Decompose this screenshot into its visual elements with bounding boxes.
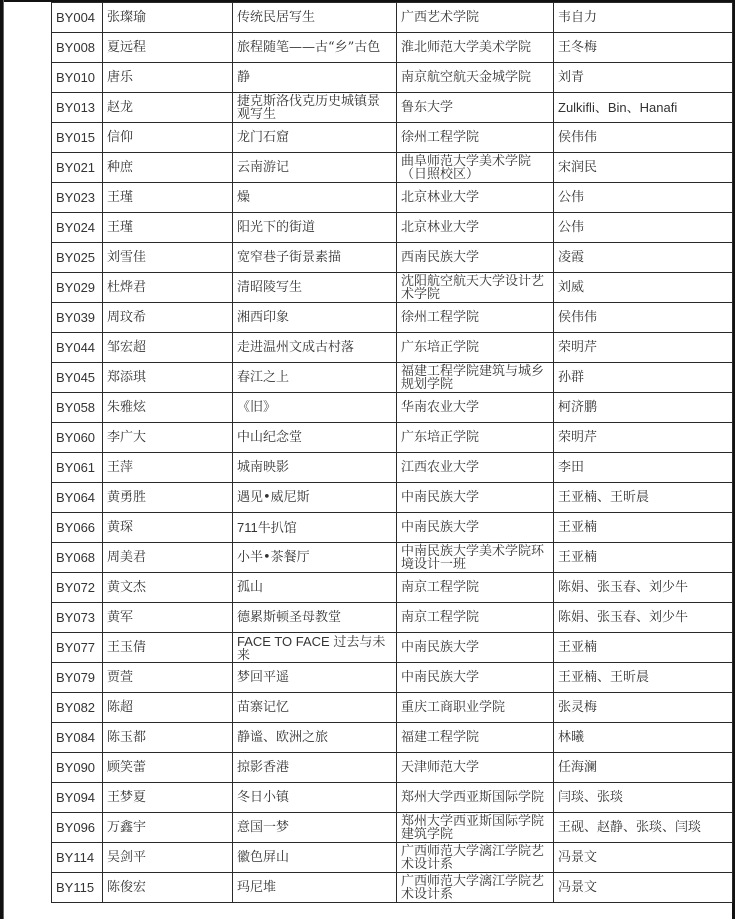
advisor-cell: 韦自力 [554, 3, 733, 33]
advisor-cell: 侯伟伟 [554, 303, 733, 333]
entry-id-cell: BY082 [52, 693, 103, 723]
title-cell: 《旧》 [233, 393, 397, 423]
table-row [52, 153, 733, 183]
entry-id-cell: BY013 [52, 93, 103, 123]
title-cell: 清昭陵写生 [233, 273, 397, 303]
title-cell: 徽色屏山 [233, 843, 397, 873]
entry-id-cell: BY058 [52, 393, 103, 423]
author-cell: 赵龙 [103, 93, 233, 123]
author-cell: 郑添琪 [103, 363, 233, 393]
entry-id-cell: BY029 [52, 273, 103, 303]
title-cell: 湘西印象 [233, 303, 397, 333]
entry-id-cell: BY044 [52, 333, 103, 363]
school-cell: 江西农业大学 [397, 453, 554, 483]
school-cell: 鲁东大学 [397, 93, 554, 123]
entry-id-cell: BY079 [52, 663, 103, 693]
table-row [52, 573, 733, 603]
table-row [52, 303, 733, 333]
title-cell: 静 [233, 63, 397, 93]
school-cell: 天津师范大学 [397, 753, 554, 783]
advisor-cell: 陈娟、张玉春、刘少牛 [554, 573, 733, 603]
school-cell: 中南民族大学美术学院环境设计一班 [397, 543, 554, 573]
table-row [52, 543, 733, 573]
advisor-cell: 王冬梅 [554, 33, 733, 63]
entry-id-cell: BY066 [52, 513, 103, 543]
advisor-cell: 侯伟伟 [554, 123, 733, 153]
table-row [52, 333, 733, 363]
school-cell: 沈阳航空航天大学设计艺术学院 [397, 273, 554, 303]
table-row [52, 33, 733, 63]
advisor-cell: 李田 [554, 453, 733, 483]
advisor-cell: 林曦 [554, 723, 733, 753]
school-cell: 淮北师范大学美术学院 [397, 33, 554, 63]
school-cell: 南京工程学院 [397, 573, 554, 603]
table-row [52, 393, 733, 423]
author-cell: 周玟希 [103, 303, 233, 333]
title-cell: 城南映影 [233, 453, 397, 483]
advisor-cell: 闫琰、张琰 [554, 783, 733, 813]
author-cell: 陈玉都 [103, 723, 233, 753]
entries-table-body [52, 3, 733, 903]
entry-id-cell: BY084 [52, 723, 103, 753]
school-cell: 中南民族大学 [397, 483, 554, 513]
advisor-cell: 柯济鹏 [554, 393, 733, 423]
school-cell: 福建工程学院建筑与城乡规划学院 [397, 363, 554, 393]
table-row [52, 423, 733, 453]
title-cell: FACE TO FACE 过去与未来 [233, 633, 397, 663]
entry-id-cell: BY094 [52, 783, 103, 813]
title-cell: 冬日小镇 [233, 783, 397, 813]
school-cell: 中南民族大学 [397, 633, 554, 663]
title-cell: 龙门石窟 [233, 123, 397, 153]
title-cell: 走进温州文成古村落 [233, 333, 397, 363]
school-cell: 郑州大学西亚斯国际学院建筑学院 [397, 813, 554, 843]
advisor-cell: 凌霞 [554, 243, 733, 273]
table-row [52, 273, 733, 303]
school-cell: 广西艺术学院 [397, 3, 554, 33]
entry-id-cell: BY015 [52, 123, 103, 153]
author-cell: 王萍 [103, 453, 233, 483]
author-cell: 王瑾 [103, 183, 233, 213]
advisor-cell: 王亚楠 [554, 633, 733, 663]
author-cell: 信仰 [103, 123, 233, 153]
title-cell: 旅程随笔——古“乡”古色 [233, 33, 397, 63]
school-cell: 西南民族大学 [397, 243, 554, 273]
school-cell: 广西师范大学漓江学院艺术设计系 [397, 843, 554, 873]
school-cell: 广西师范大学漓江学院艺术设计系 [397, 873, 554, 903]
title-cell: 掠影香港 [233, 753, 397, 783]
school-cell: 福建工程学院 [397, 723, 554, 753]
author-cell: 种庶 [103, 153, 233, 183]
author-cell: 黄勇胜 [103, 483, 233, 513]
entry-id-cell: BY115 [52, 873, 103, 903]
entry-id-cell: BY077 [52, 633, 103, 663]
advisor-cell: 王亚楠 [554, 513, 733, 543]
title-cell: 梦回平遥 [233, 663, 397, 693]
advisor-cell: 冯景文 [554, 843, 733, 873]
title-cell: 静谧、欧洲之旅 [233, 723, 397, 753]
author-cell: 王瑾 [103, 213, 233, 243]
title-cell: 阳光下的街道 [233, 213, 397, 243]
advisor-cell: 公伟 [554, 183, 733, 213]
entry-id-cell: BY004 [52, 3, 103, 33]
title-cell: 玛尼堆 [233, 873, 397, 903]
advisor-cell: 王砚、赵静、张琰、闫琰 [554, 813, 733, 843]
title-cell: 春江之上 [233, 363, 397, 393]
author-cell: 黄文杰 [103, 573, 233, 603]
entry-id-cell: BY072 [52, 573, 103, 603]
entry-id-cell: BY010 [52, 63, 103, 93]
school-cell: 徐州工程学院 [397, 303, 554, 333]
advisor-cell: 公伟 [554, 213, 733, 243]
table-row [52, 63, 733, 93]
entry-id-cell: BY073 [52, 603, 103, 633]
advisor-cell: 冯景文 [554, 873, 733, 903]
advisor-cell: 张灵梅 [554, 693, 733, 723]
table-row [52, 363, 733, 393]
title-cell: 捷克斯洛伐克历史城镇景观写生 [233, 93, 397, 123]
school-cell: 中南民族大学 [397, 513, 554, 543]
author-cell: 万鑫宇 [103, 813, 233, 843]
table-row [52, 753, 733, 783]
advisor-cell: 宋润民 [554, 153, 733, 183]
table-row [52, 873, 733, 903]
table-row [52, 723, 733, 753]
title-cell: 苗寨记忆 [233, 693, 397, 723]
table-row [52, 243, 733, 273]
table-row [52, 183, 733, 213]
title-cell: 传统民居写生 [233, 3, 397, 33]
author-cell: 陈俊宏 [103, 873, 233, 903]
entry-id-cell: BY114 [52, 843, 103, 873]
school-cell: 南京工程学院 [397, 603, 554, 633]
author-cell: 唐乐 [103, 63, 233, 93]
school-cell: 广东培正学院 [397, 423, 554, 453]
table-row [52, 663, 733, 693]
entry-id-cell: BY068 [52, 543, 103, 573]
school-cell: 广东培正学院 [397, 333, 554, 363]
page-inner-border [3, 0, 4, 919]
title-cell: 宽窄巷子街景素描 [233, 243, 397, 273]
title-cell: 711牛扒馆 [233, 513, 397, 543]
author-cell: 张璨瑜 [103, 3, 233, 33]
table-row [52, 483, 733, 513]
entry-id-cell: BY045 [52, 363, 103, 393]
author-cell: 黄军 [103, 603, 233, 633]
school-cell: 重庆工商职业学院 [397, 693, 554, 723]
title-cell: 小半•茶餐厅 [233, 543, 397, 573]
school-cell: 曲阜师范大学美术学院（日照校区） [397, 153, 554, 183]
table-row [52, 453, 733, 483]
author-cell: 陈超 [103, 693, 233, 723]
author-cell: 顾笑蕾 [103, 753, 233, 783]
title-cell: 德累斯顿圣母教堂 [233, 603, 397, 633]
author-cell: 吴剑平 [103, 843, 233, 873]
title-cell: 燥 [233, 183, 397, 213]
entry-id-cell: BY096 [52, 813, 103, 843]
entry-id-cell: BY025 [52, 243, 103, 273]
school-cell: 北京林业大学 [397, 183, 554, 213]
entry-id-cell: BY061 [52, 453, 103, 483]
author-cell: 王玉倩 [103, 633, 233, 663]
entry-id-cell: BY039 [52, 303, 103, 333]
title-cell: 云南游记 [233, 153, 397, 183]
advisor-cell: 荣明芹 [554, 333, 733, 363]
advisor-cell: 刘威 [554, 273, 733, 303]
advisor-cell: 王亚楠 [554, 543, 733, 573]
table-row [52, 843, 733, 873]
entries-table [51, 2, 733, 903]
table-row [52, 783, 733, 813]
table-row [52, 813, 733, 843]
school-cell: 中南民族大学 [397, 663, 554, 693]
advisor-cell: 陈娟、张玉春、刘少牛 [554, 603, 733, 633]
author-cell: 杜烨君 [103, 273, 233, 303]
table-row [52, 603, 733, 633]
table-row [52, 3, 733, 33]
title-cell: 孤山 [233, 573, 397, 603]
advisor-cell: 王亚楠、王昕晨 [554, 663, 733, 693]
school-cell: 郑州大学西亚斯国际学院 [397, 783, 554, 813]
author-cell: 黄琛 [103, 513, 233, 543]
advisor-cell: 荣明芹 [554, 423, 733, 453]
author-cell: 贾萱 [103, 663, 233, 693]
title-cell: 中山纪念堂 [233, 423, 397, 453]
author-cell: 朱雅炫 [103, 393, 233, 423]
table-row [52, 123, 733, 153]
table-row [52, 213, 733, 243]
table-row [52, 633, 733, 663]
author-cell: 邹宏超 [103, 333, 233, 363]
school-cell: 徐州工程学院 [397, 123, 554, 153]
title-cell: 遇见•威尼斯 [233, 483, 397, 513]
advisor-cell: 刘青 [554, 63, 733, 93]
advisor-cell: 孙群 [554, 363, 733, 393]
entry-id-cell: BY008 [52, 33, 103, 63]
advisor-cell: 任海澜 [554, 753, 733, 783]
advisor-cell: Zulkifli、Bin、Hanafi [554, 93, 733, 123]
author-cell: 刘雪佳 [103, 243, 233, 273]
author-cell: 王梦夏 [103, 783, 233, 813]
entry-id-cell: BY021 [52, 153, 103, 183]
school-cell: 北京林业大学 [397, 213, 554, 243]
table-row [52, 93, 733, 123]
entry-id-cell: BY024 [52, 213, 103, 243]
school-cell: 华南农业大学 [397, 393, 554, 423]
entry-id-cell: BY023 [52, 183, 103, 213]
entry-id-cell: BY064 [52, 483, 103, 513]
entry-id-cell: BY090 [52, 753, 103, 783]
author-cell: 夏远程 [103, 33, 233, 63]
school-cell: 南京航空航天金城学院 [397, 63, 554, 93]
author-cell: 周美君 [103, 543, 233, 573]
table-row [52, 693, 733, 723]
entry-id-cell: BY060 [52, 423, 103, 453]
title-cell: 意国一梦 [233, 813, 397, 843]
table-row [52, 513, 733, 543]
advisor-cell: 王亚楠、王昕晨 [554, 483, 733, 513]
author-cell: 李广大 [103, 423, 233, 453]
